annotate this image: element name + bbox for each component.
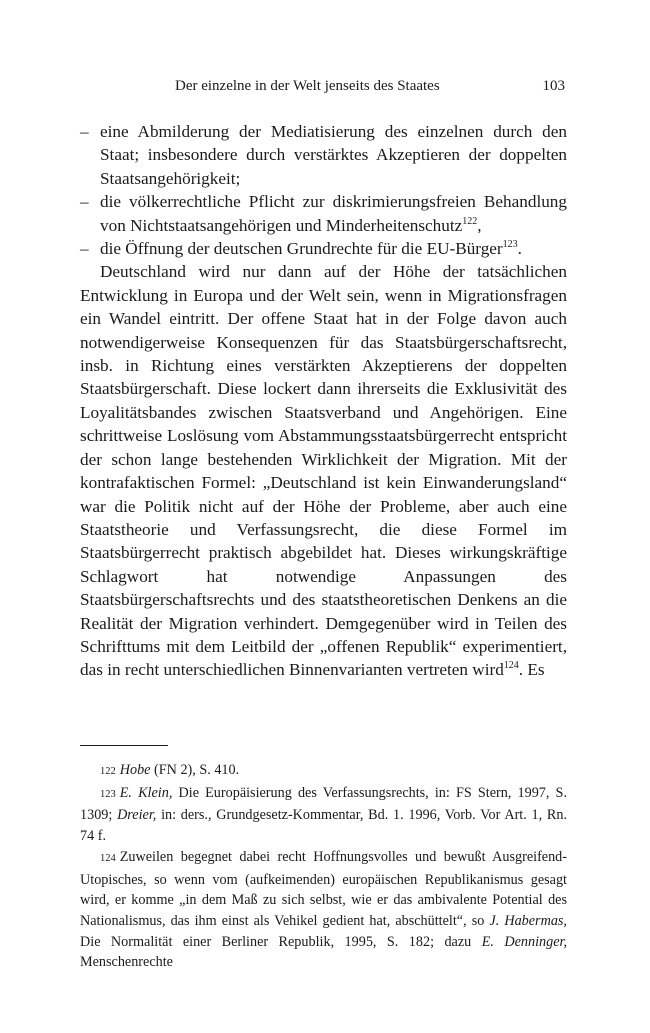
running-head: [80, 78, 567, 100]
footnote-text: (FN 2), S. 410.: [150, 762, 240, 778]
bullet-dash: –: [80, 239, 89, 259]
footnote: [80, 783, 567, 847]
footnote-text: Die Europäisierung des Verfassungsrechts, in: FS Stern, 1997, S. 1309;: [80, 784, 567, 824]
footnote-text: Menschenrechte: [80, 954, 173, 971]
footnote: [80, 760, 567, 783]
page-number: 103: [542, 78, 565, 94]
bullet-text: eine Abmilderung der Mediatisierung des einzelnen durch den Staat; insbesondere durch verstärktes Akzeptieren der doppelten Staatsangehörigkeit;: [100, 122, 567, 188]
book-page: [80, 0, 567, 1033]
footnote-number: 122: [100, 766, 116, 777]
bullet-item: [80, 190, 567, 237]
bullet-punctuation: .: [517, 239, 522, 259]
footnote-author: E. Denninger,: [481, 933, 567, 950]
footnote-number: 123: [100, 788, 116, 800]
footnote-author: Hobe: [119, 762, 151, 778]
footnote-author: E. Klein,: [119, 784, 173, 801]
footnote-author: Dreier,: [117, 807, 157, 824]
bullet-text: die Öffnung der deutschen Grundrechte für die EU-Bürger: [100, 239, 503, 259]
bullet-dash: –: [80, 122, 89, 141]
footnote-text: Die Normalität einer Berliner Republik, 1995, S. 182; dazu: [80, 933, 482, 950]
footnote-text: Zuweilen begegnet dabei recht Hoffnungsvolles und bewußt Ausgreifend-Utopisches, so wenn vom (aufkeimenden) europäischen Republikanismus gesagt wird, er komme „in dem Maß zu sich selbst, wie er das ambivalente Potential des Nationalismus, das ihm einst als Vehikel gedient hat, abschüttelt“, so: [80, 848, 567, 929]
footnote-author: J. Habermas,: [489, 912, 567, 929]
footnote-separator: [80, 745, 168, 746]
footnote-ref: 123: [502, 239, 518, 251]
footnote-number: 124: [100, 852, 116, 864]
running-title: Der einzelne in der Welt jenseits des Staates: [175, 78, 440, 94]
footnote-ref: 122: [462, 215, 478, 227]
footnotes: [80, 760, 567, 973]
bullet-punctuation: ,: [477, 215, 482, 235]
body-paragraph: [80, 260, 567, 681]
bullet-text: die völkerrechtliche Pflicht zur diskrimierungsfreien Behandlung von Nichtstaatsangehörigen und Minderheitenschutz: [100, 192, 567, 235]
body-text: [80, 120, 567, 682]
footnote-ref: 124: [503, 660, 519, 672]
bullet-item: [80, 120, 567, 190]
footnote-text: in: ders., Grundgesetz-Kommentar, Bd. 1. 1996, Vorb. Vor Art. 1, Rn. 74 f.: [80, 807, 567, 845]
paragraph-tail: . Es: [518, 660, 545, 680]
footnote: [80, 847, 567, 973]
bullet-item: [80, 237, 567, 260]
bullet-dash: –: [80, 192, 89, 212]
paragraph-text: Deutschland wird nur dann auf der Höhe der tatsächlichen Entwicklung in Europa und der Welt sein, wenn in Migrationsfragen ein Wandel eintritt. Der offene Staat hat in der Folge davon auch notwendigerweise Konsequenzen für das Staatsbürgerschaftsrecht, insb. in Richtung eines verstärkten Akzeptierens der doppelten Staatsbürgerschaft. Diese lockert dann ihrerseits die Exklusivität des Loyalitätsbandes zwischen Staatsverband und Angehörigen. Eine schrittweise Loslösung vom Abstammungsstaatsbürgerrecht entspricht der schon lange bestehenden Wirklichkeit der Migration. Mit der kontrafaktischen Formel: „Deutschland ist kein Einwanderungsland“ war die Politik nicht auf der Höhe der Probleme, aber auch eine Staatstheorie und Verfassungsrecht, die diese Formel im Staatsbürgerrecht praktisch abgebildet hat. Dieses wirkungskräftige Schlagwort hat notwendige Anpassungen des Staatsbürgerschaftsrechts und des staatstheoretischen Denkens an die Realität der Migration verhindert. Demgegenüber wird in Teilen des Schrifttums mit dem Leitbild der „offenen Republik“ experimentiert, das in recht unterschiedlichen Binnenvarianten vertreten wird: [80, 262, 567, 680]
